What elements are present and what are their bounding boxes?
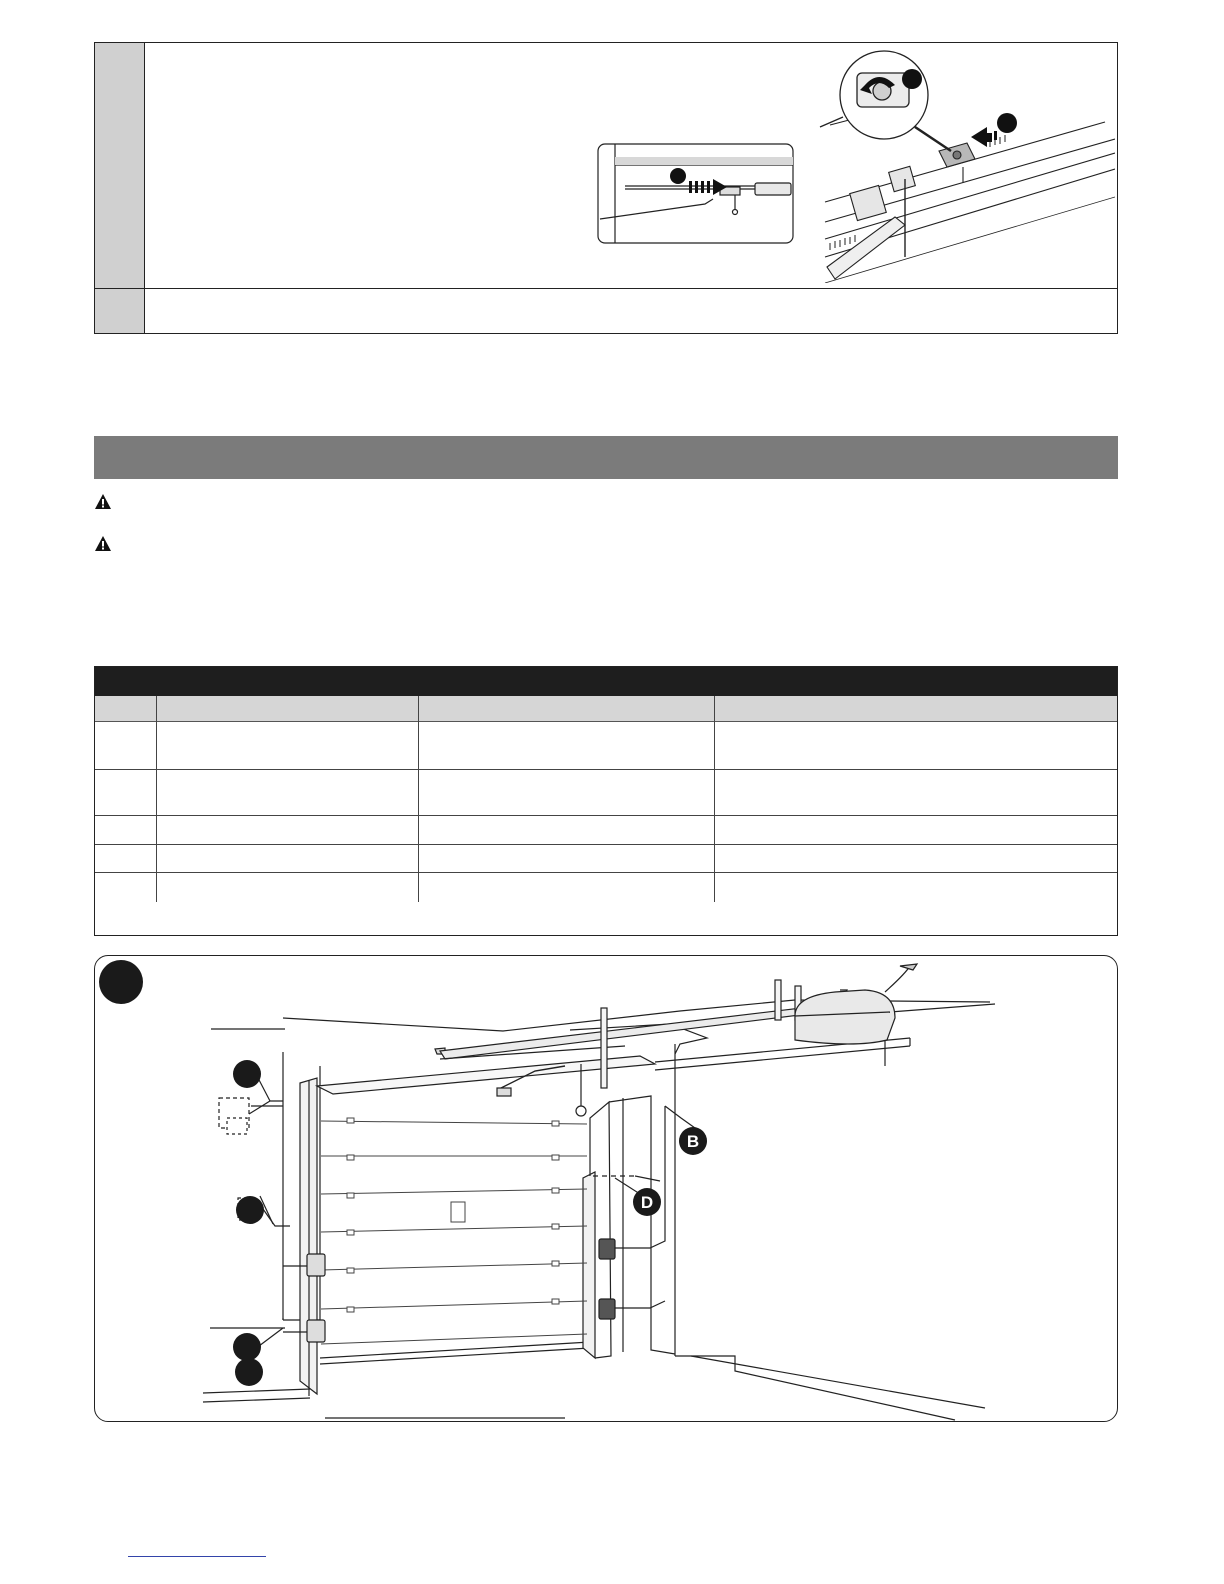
table-row-divider — [95, 769, 1117, 770]
warning-icon — [94, 535, 112, 553]
garage-door-illustration — [95, 956, 1118, 1422]
magnifier-detail — [820, 51, 951, 151]
section-header-bar — [94, 436, 1118, 479]
table-column-header — [95, 696, 1117, 722]
opener-rail — [435, 964, 917, 1116]
callout-d — [633, 1188, 661, 1216]
step-number-column — [95, 43, 145, 333]
callout-b — [679, 1127, 707, 1155]
figure-number-badge — [99, 960, 143, 1004]
step-row-divider — [95, 288, 1117, 289]
table-title-bar — [95, 667, 1117, 696]
garage-structure — [203, 1000, 995, 1420]
door-handle — [451, 1202, 465, 1222]
installation-figure — [94, 955, 1118, 1422]
table-row-divider — [95, 872, 1117, 873]
door-panels — [321, 1118, 587, 1344]
table-row-divider — [95, 844, 1117, 845]
table-row-divider — [95, 815, 1117, 816]
step-table — [94, 42, 1118, 334]
release-mechanism-drawing — [595, 47, 1115, 283]
inset-detail — [598, 144, 793, 243]
callout-b-label: B — [686, 1132, 700, 1151]
callout-d-label: D — [640, 1193, 654, 1212]
push-arrow — [670, 168, 727, 195]
rail-perspective — [825, 119, 1115, 283]
warning-icon — [94, 493, 112, 511]
data-table — [94, 666, 1118, 936]
footer-link-rule — [128, 1556, 266, 1557]
